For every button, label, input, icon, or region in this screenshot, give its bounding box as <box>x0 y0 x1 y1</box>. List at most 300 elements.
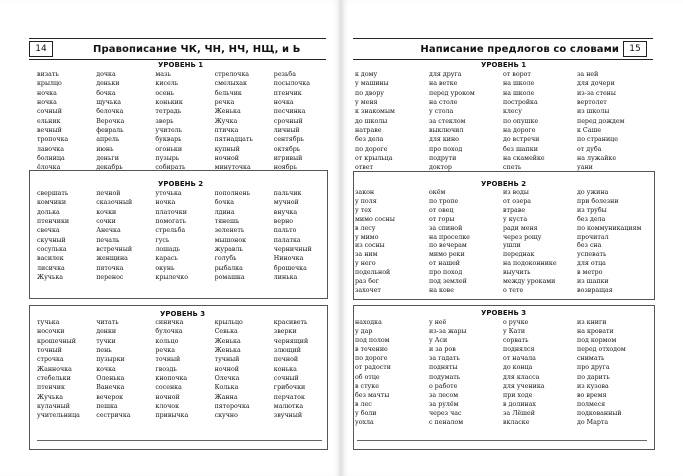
word-cell: без дела <box>577 215 606 223</box>
right-page-number: 15 <box>623 41 647 57</box>
word-cell: купный <box>214 145 240 153</box>
word-cell: в лесу <box>355 224 376 232</box>
word-cell: пяточка <box>96 264 124 272</box>
word-cell: мазь <box>155 71 171 78</box>
word-cell: про поход <box>429 269 463 277</box>
word-cell: игривый <box>273 155 303 163</box>
word-cell: между уроками <box>503 278 556 286</box>
word-cell: малютка <box>273 403 304 411</box>
word-cell: резьба <box>273 71 296 78</box>
word-cell: от горы <box>429 215 455 223</box>
right-level2-label: УРОВЕНЬ 2 <box>481 180 527 188</box>
word-cell: подняты <box>429 364 458 372</box>
word-cell: сочный <box>37 108 62 116</box>
word-cell: пень <box>96 347 112 355</box>
word-cell: о ручке <box>503 319 529 326</box>
left-level3-label: УРОВЕНЬ 3 <box>160 310 206 318</box>
word-cell: Севька <box>214 328 238 336</box>
word-cell: по дороге <box>355 145 388 153</box>
word-cell: уани <box>577 164 593 172</box>
word-cell: вечерок <box>96 393 124 401</box>
word-cell: лисичка <box>37 264 65 272</box>
word-cell: выключил <box>429 127 464 135</box>
word-cell: октябрь <box>273 145 301 153</box>
word-cell: перчаток <box>273 393 305 401</box>
word-cell: денки <box>96 328 117 336</box>
word-cell: гвоздь <box>155 365 177 373</box>
word-cell: злющий <box>273 347 301 355</box>
word-cell: мышонок <box>214 236 247 244</box>
word-cell: сочки <box>96 218 116 226</box>
word-cell: в метро <box>577 269 603 277</box>
word-cell: встречный <box>96 246 133 254</box>
word-cell: без сна <box>577 242 602 250</box>
word-cell: минуточка <box>214 164 251 172</box>
word-cell: точный <box>37 347 62 355</box>
word-cell: у неё <box>429 319 447 326</box>
word-cell: долька <box>37 208 60 216</box>
word-cell: ноябрь <box>273 164 298 172</box>
word-cell: из книги <box>577 319 607 326</box>
word-cell: внучка <box>273 208 298 216</box>
word-cell: учительница <box>37 412 80 420</box>
word-cell: спеть <box>503 164 522 172</box>
word-cell: без шапки <box>503 145 538 153</box>
word-cell: речка <box>214 99 235 107</box>
word-cell: клочок <box>155 403 180 411</box>
word-cell: сорвать <box>503 337 529 345</box>
word-cell: носочки <box>37 328 65 336</box>
word-cell: линька <box>273 274 298 282</box>
word-cell: на столе <box>429 99 458 107</box>
word-cell: птенчик <box>273 89 302 97</box>
word-cell: для ученика <box>503 382 545 390</box>
word-cell: лавочка <box>37 145 64 153</box>
word-cell: Жучка <box>214 117 238 125</box>
word-cell: ночной <box>155 393 180 401</box>
word-cell: за рулём <box>429 400 459 408</box>
word-cell: пузырь <box>155 155 180 163</box>
word-cell: скучно <box>214 412 238 420</box>
word-cell: тучный <box>214 356 240 364</box>
word-cell: через рощу <box>503 233 542 241</box>
word-cell: до школы <box>355 117 388 125</box>
word-cell: срочный <box>273 117 303 125</box>
word-cell: бочка <box>96 89 116 97</box>
word-cell: раз бег <box>355 278 380 286</box>
word-cell: сказочный <box>96 199 133 207</box>
word-cell: сестричка <box>96 412 131 420</box>
word-cell: перед уроком <box>429 89 475 97</box>
word-cell: визать <box>37 71 59 78</box>
word-cell: в лес <box>355 400 372 408</box>
word-cell: без дела <box>355 136 384 144</box>
word-cell: тетрадь <box>155 108 182 116</box>
word-cell: у Аси <box>429 337 448 345</box>
word-cell: ночка <box>273 99 294 107</box>
word-cell: комчики <box>37 199 67 207</box>
word-cell: возвращая <box>577 286 613 294</box>
word-cell: сосенка <box>155 384 182 392</box>
word-cell: палатка <box>273 236 301 244</box>
word-cell: черничный <box>273 246 312 254</box>
word-cell: за гадать <box>429 355 460 363</box>
word-cell: для друга <box>429 71 462 78</box>
word-cell: ушли <box>503 242 521 250</box>
word-cell: через час <box>429 409 462 417</box>
word-cell: втраве <box>503 206 526 214</box>
word-cell: Колька <box>214 384 239 392</box>
word-cell: для отца <box>577 260 606 268</box>
right-writing-lines <box>357 430 647 441</box>
word-cell: помогать <box>155 218 187 226</box>
word-cell: у мимо <box>355 233 379 241</box>
word-cell: переднак <box>503 251 535 259</box>
word-cell: Жанна <box>214 393 238 401</box>
word-cell: по вечерам <box>429 242 467 250</box>
word-cell: для класса <box>503 373 540 381</box>
word-cell: под полом <box>355 337 390 345</box>
word-cell: деньги <box>96 155 119 163</box>
word-cell: у дар <box>355 328 373 336</box>
word-cell: лошадь <box>155 246 181 254</box>
word-cell: на кровати <box>577 328 614 336</box>
word-cell: крошечный <box>37 337 76 345</box>
word-cell: за ней <box>577 71 599 78</box>
word-cell: подумать <box>429 373 461 381</box>
word-cell: из школы <box>577 108 610 116</box>
word-cell: скучный <box>37 236 66 244</box>
word-cell: постройка <box>503 99 538 107</box>
word-cell: про друга <box>577 364 610 372</box>
left-level3-words <box>37 318 327 421</box>
word-cell: зверки <box>273 328 297 336</box>
word-cell: Верочка <box>96 117 125 125</box>
word-cell: уохла <box>355 419 374 427</box>
word-cell: верно <box>273 218 294 226</box>
word-cell: пузырки <box>96 356 125 364</box>
left-level2-words <box>37 189 327 282</box>
word-cell: гусь <box>155 236 170 244</box>
word-cell: печной <box>273 356 299 364</box>
word-cell: речка <box>155 347 176 355</box>
word-cell: голубь <box>214 255 237 263</box>
word-cell: поднялся <box>503 346 535 354</box>
word-cell: бельчик <box>214 89 242 97</box>
word-cell: перед отходом <box>577 346 626 354</box>
word-cell: пешка <box>96 403 118 411</box>
word-cell: успевать <box>577 251 607 259</box>
left-level1-label: УРОВЕНЬ 1 <box>158 61 204 69</box>
word-cell: свечка <box>37 227 60 235</box>
left-page <box>0 0 341 476</box>
word-cell: карась <box>155 255 178 263</box>
word-cell: из сосны <box>355 242 385 250</box>
right-header <box>353 38 653 60</box>
word-cell: на скамейке <box>503 155 545 163</box>
word-cell: стрелочка <box>214 71 250 78</box>
word-cell: находка <box>355 319 382 326</box>
left-page-title: Правописание ЧК, ЧН, НЧ, НЩ, и Ь <box>93 43 301 55</box>
word-cell: пополнень <box>214 190 251 197</box>
word-cell: булочка <box>155 328 183 336</box>
word-cell: по коммуникациям <box>577 224 642 232</box>
word-cell: для кино <box>429 136 459 144</box>
word-cell: рыбалка <box>214 264 243 272</box>
word-cell: от нашей <box>429 260 461 268</box>
word-cell: огоньки <box>155 145 183 153</box>
word-cell: пятнадцать <box>214 136 253 144</box>
word-cell: вкласке <box>503 419 530 427</box>
word-cell: кисель <box>155 80 179 88</box>
word-cell: крылечко <box>155 274 188 282</box>
word-cell: тянешь <box>214 218 240 226</box>
word-cell: кочки <box>96 208 117 216</box>
word-cell: для дочери <box>577 80 615 88</box>
word-cell: за Лёшей <box>503 409 535 417</box>
word-cell: о работе <box>429 382 458 390</box>
word-cell: закон <box>355 189 375 196</box>
word-cell: Жучька <box>37 274 64 282</box>
word-cell: уточька <box>155 190 182 197</box>
word-cell: перенос <box>96 274 124 282</box>
word-cell: на дороге <box>503 127 536 135</box>
word-cell: во время <box>577 391 607 399</box>
word-cell: до встречи <box>503 136 540 144</box>
word-cell: у тех <box>355 206 372 214</box>
word-cell: ельник <box>37 117 61 125</box>
word-cell: за спиной <box>429 224 463 232</box>
word-cell: кнопочка <box>155 375 188 383</box>
word-cell: к Саше <box>577 127 602 135</box>
word-cell: в стуке <box>355 382 379 390</box>
word-cell: окём <box>429 189 446 196</box>
word-cell: свершать <box>37 190 69 197</box>
word-cell: в течение <box>355 346 388 354</box>
word-cell: про поход <box>429 145 463 153</box>
word-cell: пальто <box>273 227 297 235</box>
word-cell: зеленеть <box>214 227 245 235</box>
word-cell: ради меня <box>503 224 538 232</box>
word-cell: белочка <box>96 108 124 116</box>
word-cell: сосулька <box>37 246 67 254</box>
word-cell: пятерочка <box>214 403 250 411</box>
word-cell: при ходе <box>503 391 533 399</box>
word-cell: болница <box>37 155 65 163</box>
word-cell: вертолет <box>577 99 607 107</box>
word-cell: прочитал <box>577 233 609 241</box>
word-cell: на ветке <box>429 80 458 88</box>
word-cell: клесу <box>503 108 522 116</box>
right-level3-label: УРОВЕНЬ 3 <box>481 309 527 317</box>
word-cell: окунь <box>155 264 175 272</box>
word-cell: ответ <box>355 164 374 172</box>
word-cell: строчка <box>37 356 64 364</box>
word-cell: у стола <box>429 108 454 116</box>
word-cell: ночной <box>214 365 239 373</box>
word-cell: кочка <box>96 365 116 373</box>
word-cell: от дуба <box>577 145 602 153</box>
word-cell: из шапки <box>577 278 609 286</box>
word-cell: ночка <box>155 199 176 207</box>
word-cell: до Марта <box>577 419 609 427</box>
left-level1-words <box>37 70 327 173</box>
word-cell: ночка <box>37 89 57 97</box>
word-cell: на подоконнике <box>503 260 557 268</box>
word-cell: птенчики <box>37 218 70 226</box>
word-cell: собирать <box>155 164 186 172</box>
word-cell: по дороге <box>355 355 388 363</box>
word-cell: женщина <box>96 255 128 263</box>
word-cell: под землей <box>429 278 467 286</box>
word-cell: при болезни <box>577 197 619 205</box>
word-cell: крылцо <box>37 80 62 88</box>
word-cell: посылочка <box>273 80 310 88</box>
word-cell: о тете <box>503 286 524 294</box>
word-cell: осень <box>155 89 175 97</box>
right-page <box>341 0 683 476</box>
word-cell: из-за стены <box>577 89 616 97</box>
word-cell: смелыхак <box>214 80 247 88</box>
right-level1-words <box>355 70 645 173</box>
word-cell: декабрь <box>96 164 123 172</box>
word-cell: лдина <box>214 208 235 216</box>
word-cell: за лесом <box>429 391 459 399</box>
word-cell: от овец <box>429 206 454 214</box>
word-cell: точный <box>155 356 181 364</box>
word-cell: по двору <box>355 89 384 97</box>
word-cell: учитель <box>155 127 183 135</box>
word-cell: по опушке <box>503 117 539 125</box>
word-cell: из воды <box>503 189 529 196</box>
word-cell: дочка <box>96 71 116 78</box>
word-cell: стебельки <box>37 375 71 383</box>
word-cell: подельной <box>355 269 391 277</box>
word-cell: по дарить <box>577 373 610 381</box>
word-cell: и за ров <box>429 346 456 354</box>
word-cell: ромашка <box>214 274 245 282</box>
word-cell: об отце <box>355 373 380 381</box>
word-cell: печаль <box>96 236 120 244</box>
word-cell: печной <box>96 190 121 197</box>
word-cell: конькик <box>155 99 183 107</box>
word-cell: тучька <box>37 319 60 326</box>
word-cell: Олечка <box>214 375 240 383</box>
word-cell: кольцо <box>155 337 179 345</box>
word-cell: к дому <box>355 71 378 78</box>
word-cell: Женька <box>214 337 241 345</box>
word-cell: пальчик <box>273 190 302 197</box>
word-cell: грибочки <box>273 384 306 392</box>
word-cell: тучки <box>96 337 116 345</box>
word-cell: под кормом <box>577 337 617 345</box>
word-cell: на кове <box>429 286 454 294</box>
word-cell: синичка <box>155 319 184 326</box>
word-cell: платочки <box>155 208 187 216</box>
word-cell: на проселке <box>429 233 470 241</box>
word-cell: на школе <box>503 89 535 97</box>
word-cell: песчинка <box>273 108 306 116</box>
right-page-title: Написание предлогов со словами <box>420 43 619 55</box>
left-writing-lines <box>37 430 322 441</box>
word-cell: из-за жары <box>429 328 467 336</box>
word-cell: от начала <box>503 355 536 363</box>
word-cell: журавль <box>214 246 243 254</box>
word-cell: доктор <box>429 164 452 172</box>
word-cell: на школе <box>503 80 535 88</box>
word-cell: Женька <box>214 347 241 355</box>
word-cell: февраль <box>96 127 124 135</box>
word-cell: бочка <box>214 199 235 207</box>
word-cell: натраве <box>355 127 382 135</box>
word-cell: Анечка <box>96 227 121 235</box>
word-cell: мучной <box>273 199 299 207</box>
word-cell: от радости <box>355 364 391 372</box>
word-cell: конька <box>273 365 297 373</box>
word-cell: кулачный <box>37 403 70 411</box>
word-cell: щучька <box>96 99 122 107</box>
word-cell: до конца <box>503 364 533 372</box>
word-cell: из трубы <box>577 206 607 214</box>
word-cell: ночной <box>214 155 239 163</box>
word-cell: читать <box>96 319 119 326</box>
word-cell: звучный <box>273 412 303 420</box>
word-cell: Жучька <box>37 393 64 401</box>
word-cell: захочет <box>355 286 381 294</box>
word-cell: ночка <box>37 99 57 107</box>
word-cell: деньки <box>96 80 120 88</box>
right-level2-words <box>355 189 645 296</box>
word-cell: птенчик <box>37 384 65 392</box>
word-cell: подрути <box>429 155 457 163</box>
word-cell: апрель <box>96 136 120 144</box>
word-cell: полмеся <box>577 400 606 408</box>
word-cell: Женька <box>214 108 241 116</box>
word-cell: от озера <box>503 197 532 205</box>
word-cell: подкованный <box>577 409 622 417</box>
word-cell: Ванечка <box>96 384 125 392</box>
word-cell: мимо сосны <box>355 215 395 223</box>
word-cell: Жанночка <box>37 365 72 373</box>
word-cell: за ним <box>355 251 378 259</box>
word-cell: личный <box>273 127 300 135</box>
word-cell: от крыльца <box>355 155 393 163</box>
word-cell: птичка <box>214 127 239 135</box>
left-page-number: 14 <box>29 41 53 57</box>
word-cell: из кузова <box>577 382 609 390</box>
word-cell: василек <box>37 255 64 263</box>
word-cell: букварь <box>155 136 182 144</box>
word-cell: снимать <box>577 355 605 363</box>
word-cell: у меня <box>355 99 378 107</box>
word-cell: крыльцо <box>214 319 243 326</box>
word-cell: сочный <box>273 375 299 383</box>
word-cell: за стеклом <box>429 117 466 125</box>
word-cell: по тропе <box>429 197 459 205</box>
word-cell: стрельба <box>155 227 186 235</box>
word-cell: выучить <box>503 269 531 277</box>
word-cell: на лужайке <box>577 155 617 163</box>
word-cell: брошечка <box>273 264 307 272</box>
word-cell: Ниночка <box>273 255 304 263</box>
word-cell: от ворот <box>503 71 531 78</box>
word-cell: тропочка <box>37 136 69 144</box>
word-cell: чернящий <box>273 337 309 345</box>
word-cell: зверь <box>155 117 174 125</box>
word-cell: у поля <box>355 197 377 205</box>
right-level3-words <box>355 318 645 427</box>
word-cell: с пеналом <box>429 419 464 427</box>
